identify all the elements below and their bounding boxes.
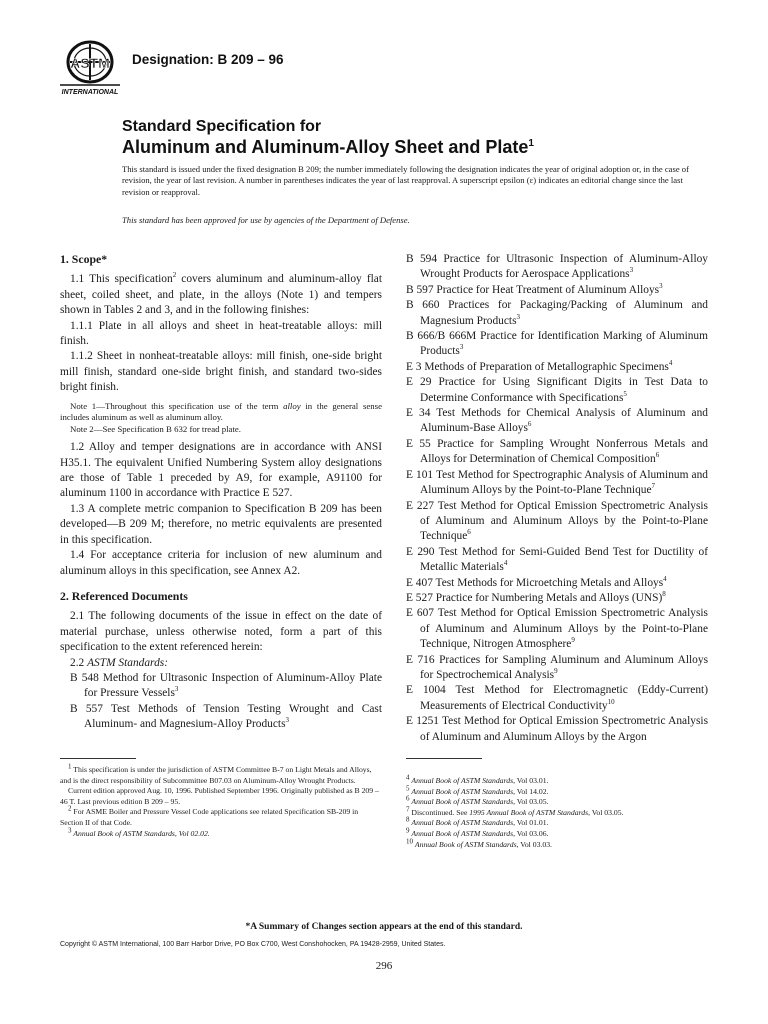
footnote-5 <box>406 784 708 798</box>
para-1-1 <box>60 272 382 318</box>
designation: Designation: B 209 – 96 <box>132 52 284 67</box>
note-1 <box>60 401 382 423</box>
reference-item <box>406 576 708 591</box>
svg-text:ASTM: ASTM <box>70 55 110 71</box>
reference-item <box>406 591 708 606</box>
reference-text: B 597 Practice for Heat Treatment of Aluminum Alloys <box>406 283 660 296</box>
left-column <box>60 252 382 733</box>
footnote-ref: 6 <box>655 451 660 460</box>
footnote-ref: 7 <box>651 482 656 491</box>
footnote-ref: 8 <box>662 590 666 599</box>
svg-text:INTERNATIONAL: INTERNATIONAL <box>61 89 119 96</box>
footnote-volume: , Vol 03.06. <box>513 828 549 838</box>
footnote-ref: 4 <box>663 574 667 583</box>
reference-item <box>406 606 708 652</box>
footnote-ref: 10 <box>607 697 615 706</box>
note-1-rest: in the general sense includes aluminum as well as aluminum alloy. <box>60 400 383 422</box>
footnote-number: 1 <box>68 762 72 771</box>
footnote-volume: , Vol 03.05. <box>588 807 624 817</box>
reference-item <box>406 468 708 499</box>
title-text: Aluminum and Aluminum-Alloy Sheet and Plate <box>122 137 529 157</box>
reference-item <box>406 329 708 360</box>
para-1-1-start: 1.1 This specification <box>70 273 173 286</box>
reference-text: B 594 Practice for Ultrasonic Inspection of Aluminum-Alloy Wrought Products for Aerospace Applications <box>406 253 708 281</box>
reference-item <box>406 437 708 468</box>
astm-logo <box>58 38 122 96</box>
footnote-ref: 6 <box>527 420 532 429</box>
footnote-number: 8 <box>406 815 410 824</box>
reference-item <box>406 252 708 283</box>
footnote-number: 10 <box>406 837 413 845</box>
footnote-volume: , Vol 03.01. <box>513 776 549 785</box>
reference-text: E 29 Practice for Using Significant Digits in Test Data to Determine Conformance with Specifications <box>406 376 708 404</box>
reference-item <box>406 499 708 545</box>
footnote-1-edition: Current edition approved Aug. 10, 1996. Published September 1996. Originally published as B 209 – 46 T. Last previous edition B 209 – 95. <box>60 786 379 806</box>
para-2-2-title: ASTM Standards: <box>87 656 168 669</box>
footnote-book-title: Annual Book of ASTM Standards <box>411 786 514 796</box>
footnote-1 <box>60 762 382 786</box>
copyright-line: Copyright © ASTM International, 100 Barr Harbor Drive, PO Box C700, West Conshohocken, PA 19428-2959, United States. <box>60 941 446 948</box>
para-1-1-2: 1.1.2 Sheet in nonheat-treatable alloys: mill finish, one-side bright mill finish, standard one-side bright finish, and standard two-sides bright finish. <box>60 350 382 394</box>
para-1-4: 1.4 For acceptance criteria for inclusion of new aluminum and aluminum alloys in this specification, see Annex A2. <box>60 549 382 577</box>
footnote-ref: 9 <box>554 667 558 676</box>
footnote-book-title: Annual Book of ASTM Standards <box>411 797 514 807</box>
reference-text: E 407 Test Methods for Microetching Metals and Alloys <box>406 576 664 589</box>
footnote-book-title: Annual Book of ASTM Standards <box>411 828 514 838</box>
note-2: Note 2—See Specification B 632 for tread plate. <box>70 424 241 435</box>
summary-of-changes-note: *A Summary of Changes section appears at the end of this standard. <box>245 922 523 932</box>
footnote-ref: 3 <box>459 343 464 352</box>
footnote-ref: 3 <box>285 716 290 725</box>
reference-text: E 716 Practices for Sampling Aluminum and Aluminum Alloys for Spectrochemical Analysis <box>406 653 708 681</box>
reference-text: E 1251 Test Method for Optical Emission Spectrometric Analysis of Aluminum and Aluminum Alloys by the Argon <box>406 715 708 743</box>
note-1-start: Note 1—Throughout this specification use of the term <box>70 400 284 411</box>
footnote-2 <box>60 804 382 828</box>
footnote-book-title: 1995 Annual Book of ASTM Standards <box>469 807 589 817</box>
section-2-heading: 2. Referenced Documents <box>60 588 188 603</box>
footnote-book-title: Annual Book of ASTM Standards <box>411 776 514 785</box>
title-footnote-ref: 1 <box>528 138 534 149</box>
footnote-prefix: Discontinued. See <box>409 807 470 817</box>
dod-approval-note: This standard has been approved for use by agencies of the Department of Defense. <box>122 215 410 225</box>
reference-item <box>406 360 708 375</box>
reference-text: E 527 Practice for Numbering Metals and Alloys (UNS) <box>406 591 663 604</box>
title-line-2 <box>122 137 534 157</box>
reference-item <box>60 671 382 702</box>
footnote-10 <box>406 837 708 851</box>
footnote-number: 2 <box>68 804 72 813</box>
para-1-1-1: 1.1.1 Plate in all alloys and sheet in heat-treatable alloys: mill finish. <box>60 319 382 348</box>
footnotes-right <box>406 773 708 850</box>
astm-logo-icon <box>58 38 122 96</box>
reference-item <box>406 298 708 329</box>
footnote-text: Annual Book of ASTM Standards, Vol 02.02. <box>71 828 210 838</box>
footnote-4 <box>406 773 708 787</box>
para-2-1: 2.1 The following documents of the issue in effect on the date of material purchase, unless otherwise noted, form a part of this specification to the extent referenced herein: <box>60 610 382 654</box>
footnote-volume: , Vol 03.03. <box>516 839 552 849</box>
footnote-number: 7 <box>406 805 410 814</box>
footnote-text: For ASME Boiler and Pressure Vessel Code applications see related Specification SB-209 in Section II of that Code. <box>60 807 359 827</box>
footnote-ref: 3 <box>174 685 179 694</box>
reference-item <box>60 702 382 733</box>
reference-item <box>406 375 708 406</box>
footnote-number: 9 <box>406 826 410 835</box>
note-1-term: alloy <box>283 400 301 411</box>
para-2-2-num: 2.2 <box>70 656 88 669</box>
footnote-8 <box>406 815 708 829</box>
footnote-9 <box>406 826 708 840</box>
footnote-volume: , Vol 01.01. <box>513 818 549 828</box>
page-number: 296 <box>375 960 393 972</box>
document-title <box>122 117 534 157</box>
para-1-1-rest: covers aluminum and aluminum-alloy flat sheet, coiled sheet, and plate, in the alloys (Note 1) and tempers shown in Tables 2 and 3, and in the following finishes: <box>60 273 383 317</box>
footnote-divider-left <box>60 758 136 759</box>
reference-item <box>406 714 708 745</box>
reference-text: E 607 Test Method for Optical Emission Spectrometric Analysis of Aluminum and Aluminum Alloys by the Point-to-Plane Technique, Nitrogen Atmosphere <box>406 607 708 651</box>
reference-text: E 55 Practice for Sampling Wrought Nonferrous Metals and Alloys for Determination of Chemical Composition <box>406 437 708 466</box>
reference-text: B 660 Practices for Packaging/Packing of Aluminum and Magnesium Products <box>406 299 708 327</box>
footnote-volume: , Vol 14.02. <box>513 786 549 796</box>
section-1-heading: 1. Scope* <box>60 252 108 266</box>
footnote-ref: 9 <box>571 636 575 645</box>
footnote-text: This specification is under the jurisdiction of ASTM Committee B-7 on Light Metals and Alloys, and is the direct responsibility of Subcommittee B07.03 on Aluminum-Alloy Wrought Products. <box>60 765 372 785</box>
footnote-ref: 3 <box>659 282 663 291</box>
reference-text: B 548 Method for Ultrasonic Inspection of Aluminum-Alloy Plate for Pressure Vessels <box>70 671 382 700</box>
footnote-number: 6 <box>406 794 410 803</box>
reference-text: E 227 Test Method for Optical Emission Spectrometric Analysis of Aluminum and Aluminum Alloys by the Point-to-Plane Technique <box>406 499 708 543</box>
reference-item <box>406 653 708 684</box>
issuance-note: This standard is issued under the fixed designation B 209; the number immediately following the designation indicates the year of original adoption or, in the case of revision, the year of last revision. A number in parentheses indicates the year of last reapproval. A superscript epsilon (ε) indicates an editorial change since the last revision or reapproval. <box>122 164 689 197</box>
footnotes-left <box>60 762 382 839</box>
reference-item <box>406 406 708 437</box>
footnote-number: 4 <box>406 773 410 782</box>
title-line-1: Standard Specification for <box>122 118 322 135</box>
footnote-3 <box>60 826 382 840</box>
footnote-ref: 2 <box>172 271 177 280</box>
reference-text: E 1004 Test Method for Electromagnetic (Eddy-Current) Measurements of Electrical Conductivity <box>406 684 708 712</box>
footnote-number: 5 <box>406 784 410 793</box>
footnote-ref: 5 <box>623 389 627 398</box>
reference-text: B 666/B 666M Practice for Identification Marking of Aluminum Products <box>406 330 708 358</box>
reference-item <box>406 545 708 576</box>
footnote-ref: 6 <box>467 528 471 537</box>
para-1-2: 1.2 Alloy and temper designations are in accordance with ANSI H35.1. The equivalent Unified Numbering System alloy designations are those of Table 1 preceded by A9, for example, A91100 for aluminum 1100 in accordance with Practice E 527. <box>60 441 382 500</box>
reference-text: E 34 Test Methods for Chemical Analysis of Aluminum and Aluminum-Base Alloys <box>406 407 708 435</box>
para-1-3: 1.3 A complete metric companion to Specification B 209 has been developed—B 209 M; therefore, no metric equivalents are presented in this specification. <box>60 502 382 546</box>
reference-item <box>406 683 708 714</box>
footnote-number: 3 <box>68 826 72 834</box>
reference-list <box>406 252 708 745</box>
reference-text: E 290 Test Method for Semi-Guided Bend Test for Ductility of Metallic Materials <box>406 545 708 574</box>
reference-text: E 101 Test Method for Spectrographic Analysis of Aluminum and Aluminum Alloys by the Point-to-Plane Technique <box>406 468 708 497</box>
reference-item <box>406 283 708 298</box>
reference-text: B 557 Test Methods of Tension Testing Wrought and Cast Aluminum- and Magnesium-Alloy Products <box>70 702 382 731</box>
reference-text: E 3 Methods of Preparation of Metallographic Specimens <box>406 360 669 373</box>
footnote-ref: 3 <box>629 266 634 275</box>
footnote-book-title: Annual Book of ASTM Standards <box>411 818 514 828</box>
footnote-book-title: Annual Book of ASTM Standards <box>414 839 517 849</box>
footnote-ref: 4 <box>503 559 508 568</box>
footnote-ref: 4 <box>668 359 673 368</box>
footnote-ref: 3 <box>516 312 520 321</box>
right-column <box>406 252 708 745</box>
footnote-volume: , Vol 03.05. <box>513 797 549 807</box>
footnote-6 <box>406 794 708 808</box>
para-2-2 <box>60 656 382 671</box>
footnote-7 <box>406 805 708 819</box>
footnote-divider-right <box>406 758 482 759</box>
